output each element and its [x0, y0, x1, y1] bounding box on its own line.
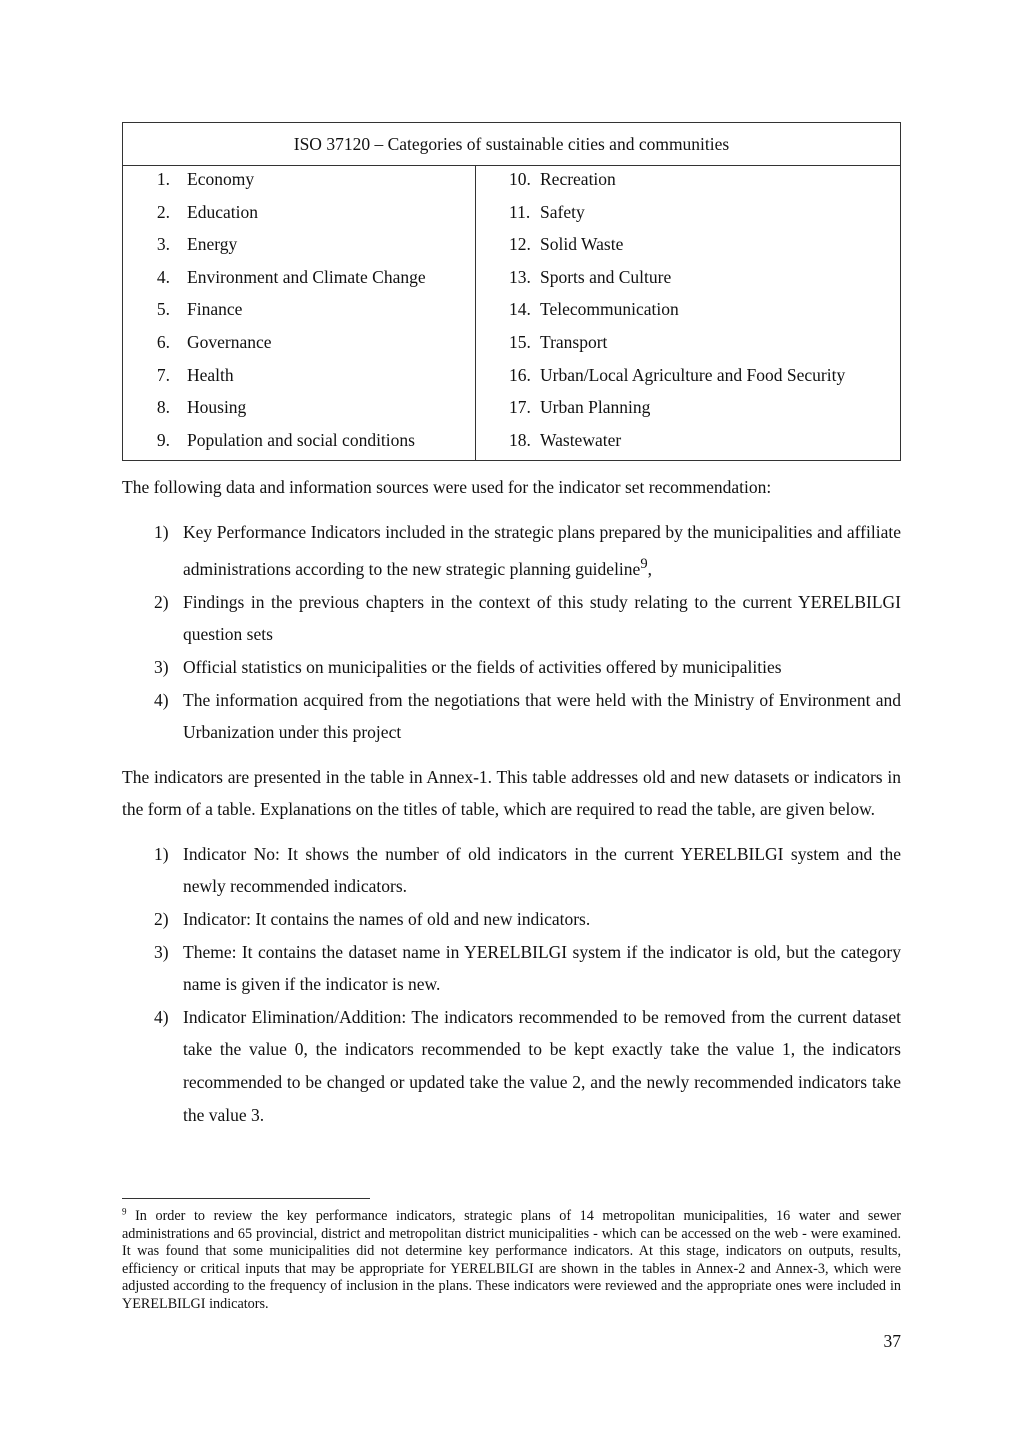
- category-number: 9.: [156, 429, 170, 450]
- category-label: Urban/Local Agriculture and Food Security: [540, 364, 846, 385]
- category-number: 2.: [156, 201, 170, 222]
- list-item-body: Indicator Elimination/Addition: The indicators recommended to be removed from the current dataset take the value 0, the indicators recommended to be kept exactly take the value 1, the indicators recommended to be changed or updated take the value 2, and the newly recommended indicators take the value 3.: [183, 1006, 901, 1125]
- category-item: [476, 167, 900, 200]
- category-list-right: [476, 166, 900, 460]
- footnote-divider: [122, 1198, 370, 1199]
- iso-categories-table: [122, 122, 901, 461]
- category-number: 18.: [509, 429, 531, 450]
- list-item-body: Official statistics on municipalities or the fields of activities offered by municipalities: [183, 657, 782, 678]
- category-label: Energy: [187, 234, 238, 255]
- category-label: Housing: [187, 397, 247, 418]
- category-item: [476, 297, 900, 330]
- category-item: [123, 330, 475, 363]
- category-label: Health: [187, 364, 234, 385]
- list-item-text: [183, 903, 901, 936]
- list-item-body: Findings in the previous chapters in the context of this study relating to the current YERELBILGI question sets: [183, 591, 901, 645]
- list-item: [122, 903, 901, 936]
- category-number: 12.: [509, 234, 531, 255]
- category-label: Safety: [540, 201, 585, 222]
- category-item: [123, 200, 475, 233]
- list-item-number: 4): [154, 1006, 169, 1027]
- category-number: 4.: [156, 266, 170, 287]
- list-item: [122, 586, 901, 651]
- category-item: [476, 395, 900, 428]
- category-item: [123, 363, 475, 396]
- category-label: Governance: [187, 331, 272, 352]
- list-item: [122, 684, 901, 749]
- category-number: 17.: [509, 397, 531, 418]
- list-item: [122, 936, 901, 1001]
- list-item-text: [183, 586, 901, 651]
- page-number: 37: [883, 1331, 901, 1351]
- category-item: [476, 200, 900, 233]
- category-number: 13.: [509, 266, 531, 287]
- category-label: Urban Planning: [540, 397, 651, 418]
- category-number: 11.: [509, 201, 531, 222]
- paragraph-indicators: The indicators are presented in the table in Annex-1. This table addresses old and new datasets or indicators in the form of a table. Explanations on the titles of table, which are required to read the table, are given below.: [122, 766, 901, 820]
- sources-list: [122, 516, 901, 749]
- table-right-column: [476, 166, 901, 461]
- list-item: [122, 1001, 901, 1131]
- category-item: [123, 265, 475, 298]
- list-item-body: Indicator: It contains the names of old and new indicators.: [183, 909, 591, 930]
- list-item-text: [183, 936, 901, 1001]
- list-item-number: 4): [154, 689, 169, 710]
- category-list-left: [123, 166, 475, 460]
- list-item-text: [183, 516, 901, 586]
- list-item-text: [183, 1001, 901, 1131]
- list-item-number: 2): [154, 591, 169, 612]
- category-number: 6.: [156, 331, 170, 352]
- category-label: Telecommunication: [540, 299, 679, 320]
- category-item: [123, 297, 475, 330]
- category-label: Economy: [187, 169, 255, 189]
- category-label: Transport: [540, 331, 608, 352]
- category-label: Environment and Climate Change: [187, 266, 426, 287]
- category-item: [476, 330, 900, 363]
- category-label: Solid Waste: [540, 234, 624, 255]
- footnote-text: In order to review the key performance indicators, strategic plans of 14 metropolitan municipalities, 16 water and sewer administrations and 65 provincial, district and metropolitan district municipalities - which can be accessed on the web - were examined. It was found that some municipalities did not determine key performance indicators. At this stage, indicators on outputs, results, efficiency or critical inputs that may be appropriate for YERELBILGI are shown in the tables in Annex-2 and Annex-3, which were adjusted according to the frequency of inclusion in the plans. These indicators were reviewed and the appropriate ones were included in YERELBILGI indicators.: [122, 1208, 901, 1312]
- list-item: [122, 516, 901, 586]
- category-number: 3.: [156, 234, 170, 255]
- list-item-number: 1): [154, 843, 169, 864]
- category-label: Education: [187, 201, 258, 222]
- list-item-text: [183, 838, 901, 903]
- category-number: 1.: [156, 169, 170, 189]
- category-label: Wastewater: [540, 429, 622, 450]
- footnote-reference: 9: [640, 556, 648, 573]
- list-item: [122, 838, 901, 903]
- list-item-number: 3): [154, 941, 169, 962]
- category-label: Sports and Culture: [540, 266, 672, 287]
- list-item-body: Theme: It contains the dataset name in YERELBILGI system if the indicator is old, but the category name is given if the indicator is new.: [183, 941, 901, 995]
- category-item: [476, 232, 900, 265]
- category-item: [476, 428, 900, 461]
- list-item-text: [183, 684, 901, 749]
- category-item: [123, 232, 475, 265]
- category-label: Population and social conditions: [187, 429, 415, 450]
- list-item-number: 3): [154, 657, 169, 678]
- category-item: [476, 265, 900, 298]
- page-content: [122, 122, 901, 1131]
- list-item-text: [183, 651, 901, 684]
- list-item-body: Indicator No: It shows the number of old indicators in the current YERELBILGI system and the newly recommended indicators.: [183, 843, 901, 897]
- list-item-number: 2): [154, 909, 169, 930]
- category-number: 15.: [509, 331, 531, 352]
- category-item: [123, 428, 475, 461]
- category-number: 14.: [509, 299, 531, 320]
- table-left-column: [123, 166, 476, 461]
- category-number: 10.: [509, 169, 531, 189]
- paragraph-sources-intro: The following data and information sources were used for the indicator set recommendation:: [122, 477, 772, 498]
- category-item: [123, 167, 475, 200]
- footnote-mark: 9: [122, 1206, 127, 1217]
- footnote: [122, 1208, 901, 1314]
- category-number: 16.: [509, 364, 531, 385]
- list-item-number: 1): [154, 521, 169, 542]
- category-number: 7.: [156, 364, 170, 385]
- category-item: [123, 395, 475, 428]
- category-label: Finance: [187, 299, 243, 320]
- list-item-punctuation: ,: [647, 559, 652, 580]
- category-number: 8.: [156, 397, 170, 418]
- category-number: 5.: [156, 299, 170, 320]
- list-item-body: Key Performance Indicators included in the strategic plans prepared by the municipalities and affiliate administrations according to the new strategic planning guideline: [183, 521, 901, 580]
- list-item: [122, 651, 901, 684]
- list-item-body: The information acquired from the negotiations that were held with the Ministry of Environment and Urbanization under this project: [183, 689, 901, 743]
- category-label: Recreation: [540, 169, 616, 189]
- category-item: [476, 363, 900, 396]
- explanations-list: [122, 838, 901, 1131]
- table-title: ISO 37120 – Categories of sustainable cities and communities: [123, 123, 901, 166]
